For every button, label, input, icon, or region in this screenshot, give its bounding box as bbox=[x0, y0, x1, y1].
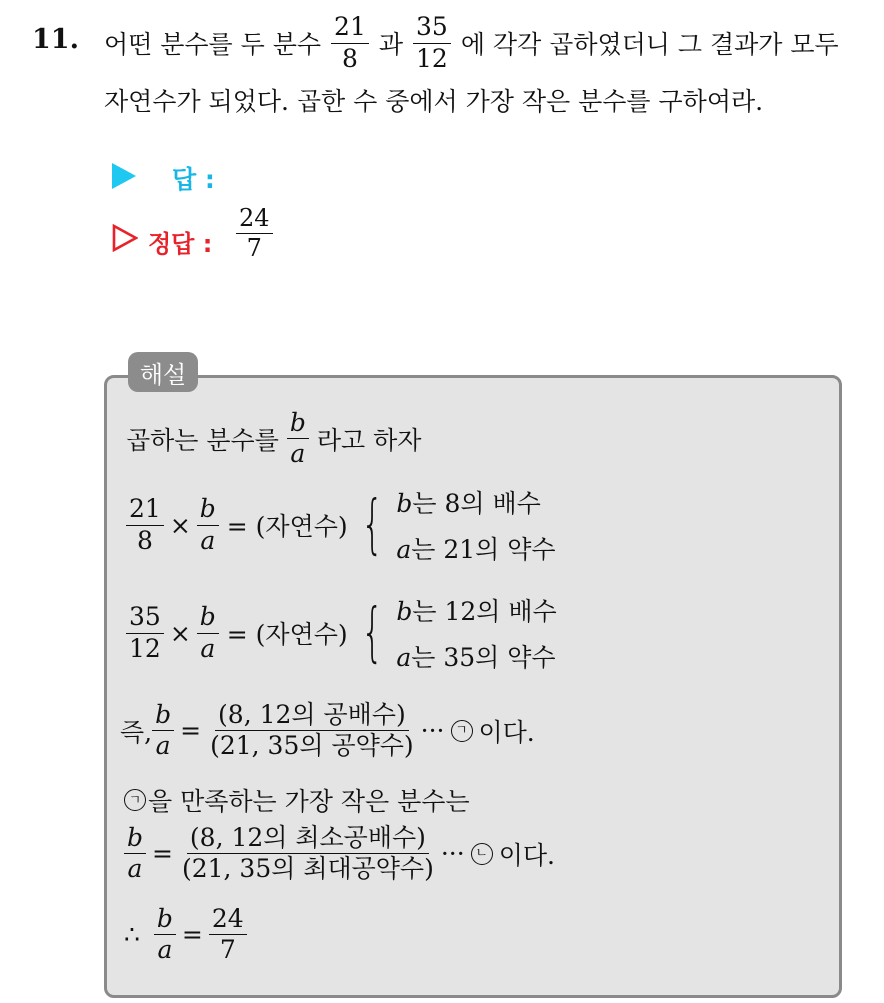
fraction-denominator: 7 bbox=[246, 234, 262, 263]
fraction-numerator: 21 bbox=[126, 496, 164, 525]
left-brace: { bbox=[360, 596, 384, 670]
solution-equation-2 bbox=[126, 592, 557, 674]
equation-rhs: = (자연수) bbox=[226, 620, 348, 649]
fraction-numerator: 24 bbox=[209, 906, 247, 935]
problem-text-c: 에 각각 곱하였더니 그 결과가 모두 bbox=[460, 30, 839, 59]
fraction-denominator: a bbox=[155, 731, 171, 761]
case-list bbox=[396, 484, 555, 566]
correct-arrow-icon bbox=[112, 224, 138, 256]
fraction-numerator: 21 bbox=[331, 14, 369, 43]
solution-equation-4 bbox=[124, 825, 555, 883]
equals-sign: = bbox=[181, 920, 203, 950]
problem-text-b: 과 bbox=[378, 30, 404, 59]
solution-text: 이다. bbox=[478, 717, 535, 747]
answer-label: 답 : bbox=[172, 165, 215, 194]
fraction-numerator: 24 bbox=[236, 206, 273, 234]
fraction-denominator: a bbox=[200, 633, 216, 663]
times-sign: × bbox=[169, 618, 191, 648]
fraction-numerator: b bbox=[124, 825, 146, 854]
correct-fraction bbox=[236, 206, 273, 261]
solution-text: 을 만족하는 가장 작은 분수는 bbox=[148, 787, 470, 816]
left-brace: { bbox=[360, 488, 384, 562]
fraction bbox=[126, 604, 164, 662]
fraction-numerator: b bbox=[154, 906, 176, 935]
fraction-b-a bbox=[197, 604, 219, 662]
fraction-lcm-gcd bbox=[179, 825, 437, 883]
fraction-result bbox=[209, 906, 247, 964]
solution-tab: 해설 bbox=[128, 352, 198, 392]
solution-line-1 bbox=[126, 410, 421, 468]
fraction-denominator: 7 bbox=[219, 935, 236, 965]
equation-rhs: = (자연수) bbox=[226, 512, 348, 541]
solution-line-5 bbox=[124, 782, 470, 818]
case-list bbox=[396, 592, 556, 674]
fraction-numerator: (8, 12의 최소공배수) bbox=[187, 825, 429, 854]
solution-text: 라고 하자 bbox=[316, 425, 422, 455]
fraction-numerator: b bbox=[197, 604, 219, 633]
circled-mark-icon: ㄴ bbox=[471, 843, 493, 865]
fraction-b-a bbox=[197, 496, 219, 554]
fraction bbox=[126, 496, 164, 554]
fraction-denominator: a bbox=[157, 935, 173, 965]
solution-text: 곱하는 분수를 bbox=[126, 425, 279, 455]
circled-mark-icon: ㄱ bbox=[451, 720, 473, 742]
times-sign: × bbox=[169, 510, 191, 540]
solution-text: 즉, bbox=[120, 717, 153, 747]
circled-mark-icon: ㄱ bbox=[124, 789, 146, 811]
fraction-common bbox=[207, 702, 417, 760]
fraction-denominator: 12 bbox=[416, 43, 448, 73]
fraction-numerator: b bbox=[287, 410, 309, 439]
fraction-denominator: 12 bbox=[129, 633, 161, 663]
problem-text-a: 어떤 분수를 두 분수 bbox=[104, 30, 322, 59]
problem-text-line2: 자연수가 되었다. 곱한 수 중에서 가장 작은 분수를 구하여라. bbox=[104, 87, 764, 116]
equals-sign: = bbox=[152, 839, 173, 869]
fraction-b-a bbox=[287, 410, 309, 468]
solution-text: 이다. bbox=[498, 840, 555, 870]
correct-label: 정답 : bbox=[148, 230, 213, 258]
fraction-denominator: (21, 35의 공약수) bbox=[210, 731, 414, 761]
ellipsis: ··· bbox=[440, 839, 465, 869]
fraction-numerator: 35 bbox=[126, 604, 164, 633]
fraction-b-a bbox=[124, 825, 146, 883]
ellipsis: ··· bbox=[420, 716, 445, 746]
case-item: b는 12의 배수 bbox=[396, 597, 557, 626]
case-item: a는 35의 약수 bbox=[396, 643, 556, 672]
answer-arrow-icon bbox=[112, 163, 136, 189]
therefore-sign: ∴ bbox=[124, 920, 140, 950]
fraction-b-a bbox=[152, 702, 174, 760]
solution-equation-3 bbox=[120, 702, 535, 760]
fraction-numerator: b bbox=[197, 496, 219, 525]
case-item: b는 8의 배수 bbox=[396, 489, 541, 518]
fraction-35-12 bbox=[413, 14, 451, 72]
problem-line-1 bbox=[104, 12, 839, 74]
fraction-numerator: b bbox=[152, 702, 174, 731]
fraction-numerator: 35 bbox=[413, 14, 451, 43]
case-item: a는 21의 약수 bbox=[396, 535, 556, 564]
fraction-denominator: (21, 35의 최대공약수) bbox=[181, 854, 434, 884]
fraction-denominator: 8 bbox=[136, 525, 153, 555]
solution-equation-1 bbox=[126, 484, 556, 566]
fraction-21-8 bbox=[331, 14, 369, 72]
fraction-b-a bbox=[154, 906, 176, 964]
fraction-denominator: 8 bbox=[342, 43, 358, 73]
fraction-denominator: a bbox=[290, 439, 306, 469]
solution-equation-5 bbox=[124, 906, 247, 964]
equals-sign: = bbox=[180, 716, 202, 746]
problem-number: 11. bbox=[32, 24, 79, 55]
fraction-denominator: a bbox=[200, 525, 216, 555]
problem-line-2 bbox=[104, 82, 763, 118]
fraction-denominator: a bbox=[127, 854, 143, 884]
fraction-numerator: (8, 12의 공배수) bbox=[215, 702, 409, 731]
